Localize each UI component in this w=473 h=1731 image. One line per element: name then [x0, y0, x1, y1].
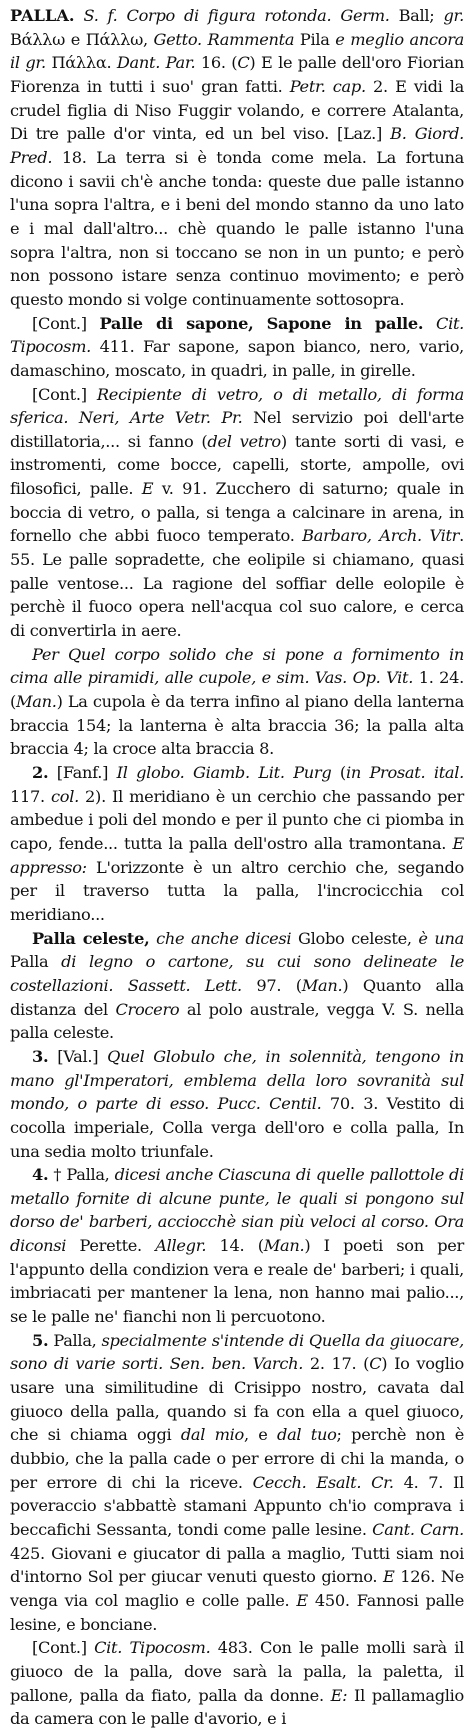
- entry-paragraph: [10, 1636, 464, 1731]
- body-text: Il pallamaglio da camera con le palle d'avorio, e i: [10, 1685, 465, 1729]
- bold-text: 3.: [32, 1046, 49, 1066]
- italic-text: Man.: [301, 975, 343, 995]
- body-text: † Palla,: [48, 1165, 115, 1185]
- italic-text: Dant. Par.: [116, 53, 196, 73]
- body-text: 425. Giovani e giucator di palla a maglio, Tutti siam noi d'intorno Sol per giucar venuti questo giorno.: [10, 1543, 464, 1587]
- body-text: [Cont.]: [32, 384, 97, 404]
- body-text: 18. La terra si è tonda come mela. La fortuna dicono i savii ch'è anche tonda: queste due palle istanno l'una sopra l'altra, e i beni del mondo stanno da uno lato e i mal dall'altro... chè quando le palle istanno l'una sopra l'altra, non si toccano se non in un punto; e però non possono istare senza continuo movimento; e però questo mondo si volge continuamente sottosopra.: [10, 147, 464, 309]
- body-text: Pila: [294, 29, 336, 49]
- italic-text: di legno o cartone, su cui sono delineate le costellazioni. Sassett. Lett.: [10, 952, 464, 995]
- body-text: Globo celeste,: [291, 928, 419, 948]
- entry-paragraph: [10, 761, 464, 927]
- italic-text: E: [296, 1590, 308, 1610]
- italic-text: dicesi anche Ciascuna di quelle pallottole di metallo fornite di alcune punte, le quali si pongono sul dorso de' barberi, acciocchè sian più veloci al corso. Ora diconsi: [10, 1165, 464, 1256]
- italic-text: Il globo. Giamb. Lit. Purg: [116, 763, 332, 782]
- entry-paragraph: [10, 927, 464, 1045]
- body-text: v. 91. Zucchero di saturno; quale in boccia di vetro, o palla, si tenga a calcinare in arena, in fornello che abbi fuoco temperato.: [10, 479, 464, 546]
- bold-text: Palla celeste,: [32, 928, 150, 948]
- italic-text: Petr. cap.: [289, 76, 366, 96]
- body-text: 4. 7. Il poveraccio s'abbattè stamani Appunto ch'io comprava i beccafichi Sessanta, tondi come palle lesine.: [10, 1472, 464, 1539]
- body-text: 70. 3. Vestito di cocolla imperiale, Colla verga dell'oro e colla palla, In una sedia molto triunfale.: [10, 1094, 464, 1161]
- italic-text: specialmente s'intende di Quella da giuocare, sono di varie sorti. Sen. ben. Varch.: [10, 1330, 464, 1374]
- italic-text: dal tuo: [277, 1425, 337, 1445]
- body-text: Βάλλω e Πάλλω,: [10, 29, 154, 49]
- italic-text: Getto. Rammenta: [153, 29, 295, 49]
- dictionary-entry-palla: [10, 4, 464, 1731]
- bold-text: 2.: [32, 763, 49, 782]
- entry-paragraph: [10, 643, 464, 761]
- body-text: ) Quanto alla distanza del: [10, 975, 465, 1019]
- body-text: . 55. Le palle sopradette, che eolipile si chiamano, quasi palle ventose... La ragione del soffiar delle eolopile è perchè il fuoco opera nell'acqua col suo calore, e cerca di convertirla in aere.: [10, 526, 464, 641]
- body-text: 2. 17. (: [303, 1354, 370, 1374]
- body-text: Nel servizio poi dell'arte distillatoria,... si fanno (: [10, 408, 464, 451]
- body-text: , e: [243, 1425, 278, 1445]
- body-text: [Cont.]: [32, 1638, 95, 1658]
- italic-text: C: [237, 53, 250, 73]
- entry-paragraph: [10, 383, 464, 643]
- body-text: ) Io voglio usare una similitudine di Crisippo nostro, cavata dal giuoco della palla, quando si fa con ella a quel giuoco, che si chiama oggi: [10, 1354, 464, 1445]
- body-text: (: [331, 763, 346, 782]
- italic-text: Cecch. Esalt. Cr.: [252, 1472, 394, 1492]
- italic-text: Man.: [16, 692, 57, 712]
- italic-text: E:: [330, 1685, 348, 1705]
- body-text: 1. 24. (: [10, 668, 464, 712]
- entry-paragraph: [10, 312, 464, 383]
- body-text: [Val.]: [48, 1046, 108, 1066]
- italic-text: Crocero: [115, 999, 180, 1019]
- body-text: 117.: [10, 786, 51, 806]
- body-text: [Cont.]: [32, 313, 100, 333]
- bold-text: Palle di sapone, Sapone in palle.: [99, 313, 424, 333]
- italic-text: E: [383, 1567, 395, 1587]
- headword: PALLA.: [10, 6, 75, 25]
- italic-text: Barbaro, Arch. Vitr: [302, 526, 460, 546]
- bold-text: 4.: [32, 1165, 49, 1185]
- body-text: 2. E vidi la crudel figlia di Niso Fuggir volando, e correre Atalanta, Di tre palle d'or vinta, ed un bel viso. [Laz.]: [10, 76, 464, 144]
- italic-text: S. f. Corpo di figura rotonda. Germ.: [74, 6, 390, 25]
- entry-paragraph: [10, 1329, 464, 1637]
- body-text: ) E le palle dell'oro Fiorian Fiorenza in tutti i suo' gran fatti.: [10, 53, 464, 96]
- body-text: ) I poeti son per l'appunto della condizion vera e reale de' barberi; i quali, imbriacati per mantener la lena, non hanno mai palio..., se le palle ne' fianchi non li percuotono.: [10, 1236, 464, 1327]
- body-text: 126. Ne venga via col maglio e colle palle.: [10, 1567, 464, 1610]
- body-text: 411. Far sapone, sapon bianco, nero, vario, damaschino, moscato, in quadri, in palle, in girelle.: [10, 337, 464, 380]
- italic-text: è una: [418, 928, 465, 948]
- body-text: L'orizzonte è un altro cerchio che, segando per il traverso tutta la palla, l'incrocicchia col meridiano...: [10, 857, 464, 924]
- body-text: Palla: [10, 952, 62, 972]
- body-text: 450. Fannosi palle lesine, e bonciane.: [10, 1590, 464, 1634]
- body-text: ; perchè non è dubbio, che la palla cade o per errore di chi la manda, o per errore di chi la riceve.: [10, 1425, 464, 1492]
- bold-text: 5.: [32, 1330, 49, 1350]
- italic-text: col.: [50, 786, 79, 806]
- body-text: Ball;: [389, 6, 444, 25]
- italic-text: Cit. Tipocosm.: [10, 313, 464, 357]
- italic-text: E: [141, 479, 154, 499]
- body-text: 483. Con le palle molli sarà il giuoco de la palla, dove sarà la palla, la paletta, il pallone, palla da fiato, palla da donne.: [10, 1638, 464, 1705]
- body-text: Palla,: [48, 1330, 102, 1350]
- italic-text: C: [369, 1354, 382, 1374]
- italic-text: del vetro: [207, 431, 281, 451]
- body-text: [Fanf.]: [48, 763, 117, 782]
- entry-paragraph: [10, 4, 464, 312]
- body-text: al polo australe, vegga V. S. nella palla celeste.: [10, 999, 464, 1043]
- italic-text: Quel Globulo che, in solennità, tengono in mano gl'Imperatori, emblema della loro sovranità sul mondo, o parte di esso. Pucc. Centil.: [10, 1046, 464, 1114]
- italic-text: Allegr.: [155, 1236, 207, 1256]
- italic-text: Cit. Tipocosm.: [94, 1638, 211, 1658]
- entry-paragraph: [10, 1163, 464, 1329]
- italic-text: Per Quel corpo solido che si pone a fornimento in cima alle piramidi, alle cupole, e sim. Vas. Op. Vit.: [10, 644, 464, 688]
- body-text: Πάλλα.: [45, 53, 117, 73]
- italic-text: gr.: [443, 6, 465, 25]
- body-text: 16. (: [195, 53, 238, 73]
- italic-text: B. Giord. Pred.: [10, 124, 464, 167]
- entry-paragraph: [10, 1045, 464, 1163]
- italic-text: che anche dicesi: [149, 928, 292, 948]
- italic-text: Recipiente di vetro, o di metallo, di forma sferica. Neri, Arte Vetr. Pr.: [10, 384, 464, 428]
- italic-text: E appresso:: [10, 833, 464, 877]
- italic-text: in Prosat. ital.: [345, 763, 464, 782]
- body-text: Perette.: [66, 1236, 156, 1256]
- italic-text: Man.: [263, 1236, 305, 1256]
- body-text: 14. (: [206, 1236, 264, 1256]
- italic-text: e meglio ancora il gr.: [10, 29, 464, 73]
- italic-text: dal mio: [180, 1425, 244, 1445]
- body-text: 97. (: [241, 975, 302, 995]
- body-text: ) La cupola è da terra infino al piano della lanterna braccia 154; la lanterna è alta braccia 36; la palla alta braccia 4; la croce alta braccia 8.: [10, 692, 464, 759]
- body-text: ) tante sorti di vasi, e instromenti, come bocce, capelli, storte, ampolle, ovi filosofici, palle.: [10, 431, 465, 499]
- body-text: 2). Il meridiano è un cerchio che passando per ambedue i poli del mondo e per il punto che ci piomba in capo, fende... tutta la palla dell'ostro alla tramontana.: [10, 786, 464, 853]
- italic-text: Cant. Carn.: [372, 1520, 464, 1539]
